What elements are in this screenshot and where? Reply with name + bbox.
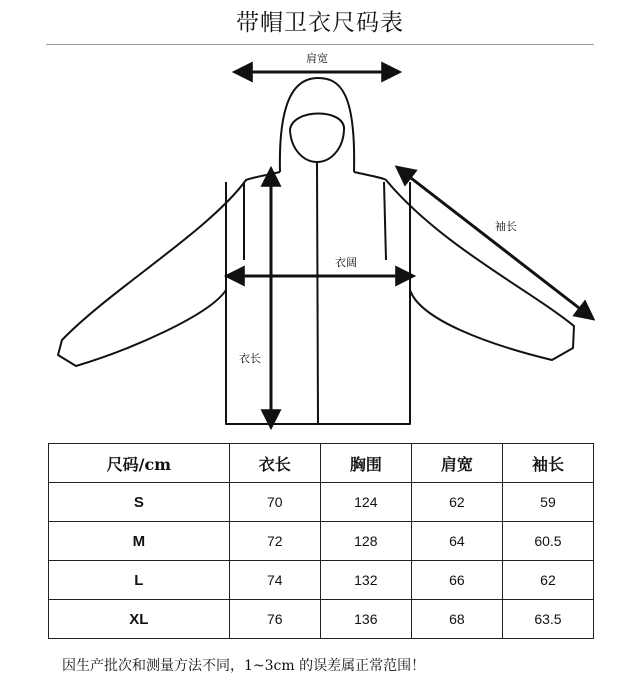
length-cell: 70 xyxy=(229,483,320,522)
column-header: 胸围 xyxy=(320,444,411,483)
chest-cell: 128 xyxy=(320,522,411,561)
chest-cell: 132 xyxy=(320,561,411,600)
shoulder-cell: 64 xyxy=(411,522,502,561)
length-cell: 74 xyxy=(229,561,320,600)
chest-cell: 124 xyxy=(320,483,411,522)
body-length-label: 衣长 xyxy=(239,352,261,365)
chest-cell: 136 xyxy=(320,600,411,639)
column-header: 袖长 xyxy=(502,444,593,483)
sleeve-cell: 63.5 xyxy=(502,600,593,639)
table-row xyxy=(49,522,594,561)
sleeve-cell: 59 xyxy=(502,483,593,522)
hoodie-outline xyxy=(58,78,574,424)
table-header-row xyxy=(49,444,594,483)
column-header: 肩宽 xyxy=(411,444,502,483)
shoulder-cell: 66 xyxy=(411,561,502,600)
sleeve-cell: 62 xyxy=(502,561,593,600)
sleeve-length-label: 袖长 xyxy=(495,220,517,233)
table-row xyxy=(49,600,594,639)
sleeve-cell: 60.5 xyxy=(502,522,593,561)
size-cell: XL xyxy=(49,600,230,639)
measurement-note: 因生产批次和测量方法不同，1~3cm 的误差属正常范围！ xyxy=(62,658,426,674)
shoulder-width-label: 肩宽 xyxy=(306,52,328,65)
page-title: 带帽卫衣尺码表 xyxy=(236,10,404,36)
size-table xyxy=(48,443,594,639)
shoulder-cell: 68 xyxy=(411,600,502,639)
table-row xyxy=(49,561,594,600)
table-row xyxy=(49,483,594,522)
length-cell: 72 xyxy=(229,522,320,561)
size-cell: S xyxy=(49,483,230,522)
size-cell: L xyxy=(49,561,230,600)
column-header: 尺码/cm xyxy=(49,444,230,483)
shoulder-cell: 62 xyxy=(411,483,502,522)
size-cell: M xyxy=(49,522,230,561)
length-cell: 76 xyxy=(229,600,320,639)
column-header: 衣长 xyxy=(229,444,320,483)
chest-width-label: 衣阔 xyxy=(335,256,357,269)
